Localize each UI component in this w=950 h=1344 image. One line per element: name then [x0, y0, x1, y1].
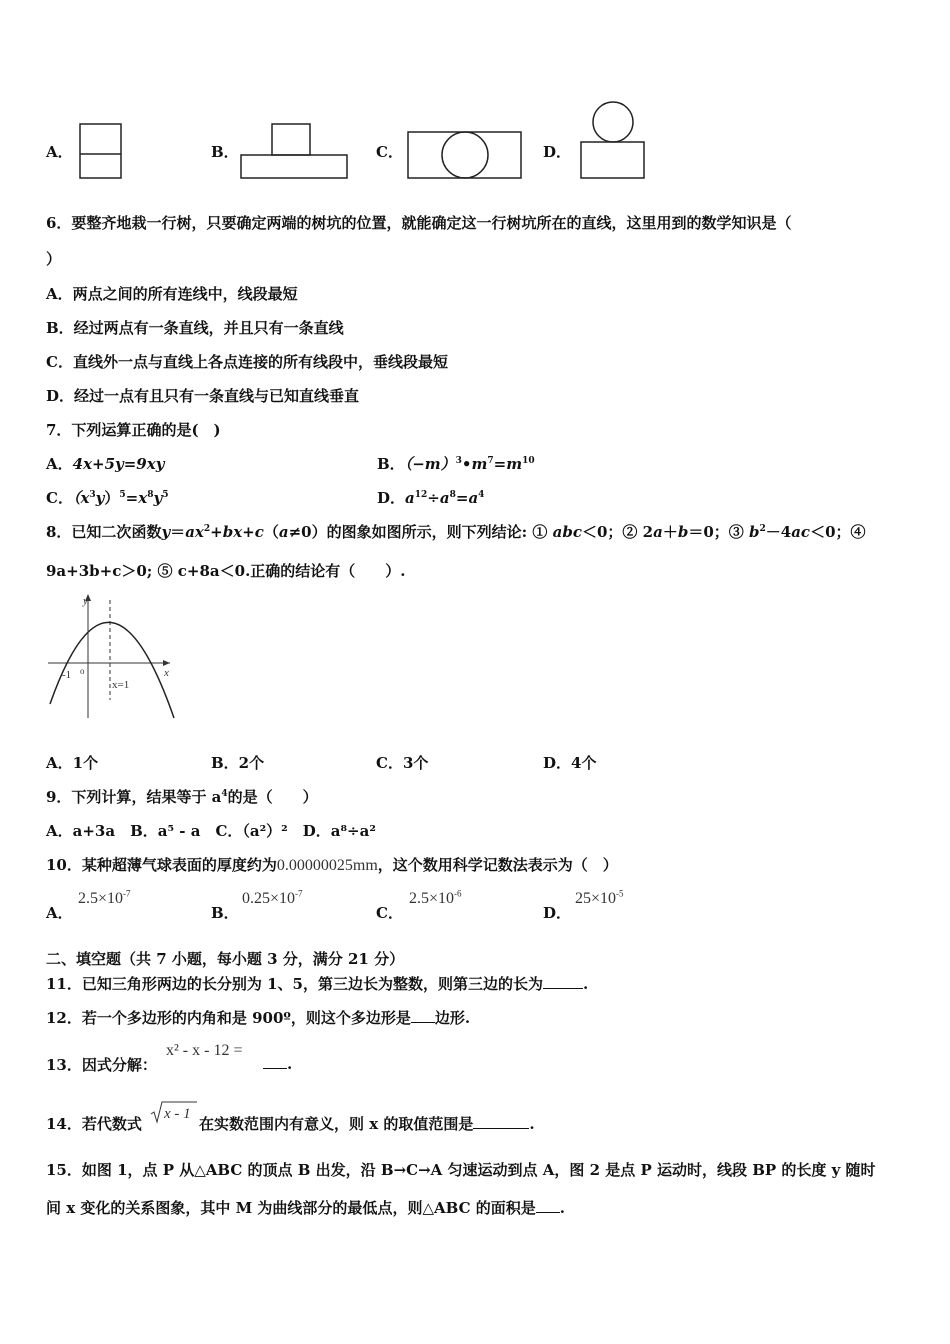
q5-figure-b [239, 122, 351, 180]
q7-stem: 7．下列运算正确的是( ) [46, 421, 221, 439]
q10-value: 0.00000025mm [276, 857, 378, 874]
q11: 11．已知三角形两边的长分别为 1、5，第三边长为整数，则第三边的长为 . [46, 975, 589, 993]
q5-figure-d [577, 100, 647, 182]
q7-option-d: D．$a^{12}\div a^8=a^4$ [377, 489, 485, 507]
q15-answer-blank[interactable] [536, 1198, 560, 1213]
q5-option-b-label: B． [211, 143, 239, 161]
q5-figure-c [405, 130, 525, 180]
q9-stem: 9．下列计算，结果等于 $a^4$的是（ ） [46, 788, 318, 806]
q8-parabola-graph [46, 590, 186, 722]
q10-option-b-value: $0.25\times 10^{-7}$ [242, 888, 303, 907]
q14-radical [150, 1100, 198, 1126]
q13-answer: . [263, 1054, 292, 1073]
q8-graph-x-label: x [164, 667, 169, 679]
q5-figure-a [78, 122, 124, 180]
q9-options: A．a+3a B．a⁵ - a C．（a²）² D．a⁸÷a² [46, 822, 376, 840]
q10-option-a-label: A． [46, 904, 73, 922]
q8-stem-line2: 9a+3b+c＞0; ⑤ c+8a＜0.正确的结论有（ ）. [46, 562, 406, 580]
q15-line2: 间 x 变化的关系图象，其中 M 为曲线部分的最低点，则△ABC 的面积是 . [46, 1199, 565, 1217]
q6-stem: 6．要整齐地栽一行树，只要确定两端的树坑的位置，就能确定这一行树坑所在的直线，这里用到的数学知识是（ [46, 214, 792, 232]
q14-suffix: 在实数范围内有意义，则 x 的取值范围是 . [199, 1115, 535, 1133]
q5-option-d-label: D． [543, 143, 572, 161]
q13-answer-blank[interactable] [263, 1054, 287, 1069]
q8-option-c: C．3个 [376, 754, 429, 772]
q14-answer-blank[interactable] [473, 1114, 529, 1129]
q6-option-d: D．经过一点有且只有一条直线与已知直线垂直 [46, 387, 360, 405]
q8-graph-y-label: y [83, 595, 88, 607]
q10-option-c-value: $2.5\times 10^{-6}$ [409, 888, 462, 907]
q8-graph-minus-one: -1 [62, 669, 72, 681]
q13: 13．因式分解： [46, 1056, 157, 1074]
q6-option-b: B．经过两点有一条直线，并且只有一条直线 [46, 319, 344, 337]
q8-graph-axis-label: x=1 [112, 679, 130, 691]
q14-radicand: x - 1 [164, 1106, 191, 1122]
q8-option-d: D．4个 [543, 754, 597, 772]
q8-option-a: A．1个 [46, 754, 99, 772]
q7-option-a: A．4x+5y=9xy [46, 455, 165, 473]
q12: 12．若一个多边形的内角和是 900º，则这个多边形是 边形. [46, 1009, 471, 1027]
q12-answer-blank[interactable] [411, 1008, 435, 1023]
q10-option-b-label: B． [211, 904, 239, 922]
q11-answer-blank[interactable] [543, 974, 583, 989]
q8-graph-origin: o [80, 666, 85, 676]
q13-expression: x² - x - 12 = [166, 1042, 243, 1059]
q6-option-c: C．直线外一点与直线上各点连接的所有线段中，垂线段最短 [46, 353, 448, 371]
q10-option-c-label: C． [376, 904, 403, 922]
q5-option-c-label: C． [376, 143, 403, 161]
q7-option-b: B．$(-m)^3•m^7=m^{10}$ [377, 455, 535, 473]
q10-option-d-label: D． [543, 904, 572, 922]
q8-stem-line1: 8．已知二次函数$y=ax^2+bx+c(a\ne 0)$的图象如图所示，则下列结论: ① abc＜0；② 2a＋b＝0；③ $b^2-4ac<0$；④ [46, 523, 866, 541]
q8-option-b: B．2个 [211, 754, 265, 772]
section2-title: 二、填空题（共 7 小题，每小题 3 分，满分 21 分） [46, 950, 405, 968]
q5-option-a-label: A． [46, 143, 73, 161]
q10-option-a-value: $2.5\times 10^{-7}$ [78, 888, 131, 907]
q6-option-a: A．两点之间的所有连线中，线段最短 [46, 285, 298, 303]
q7-option-c: C．$(x^3y)^5=x^8y^5$ [46, 489, 169, 507]
q15-line1: 15．如图 1，点 P 从△ABC 的顶点 B 出发，沿 B→C→A 匀速运动到点 A，图 2 是点 P 运动时，线段 BP 的长度 y 随时 [46, 1161, 876, 1179]
q10-option-d-value: $25\times 10^{-5}$ [575, 888, 624, 907]
q6-stem-end: ） [46, 250, 62, 268]
q10-stem: 10．某种超薄气球表面的厚度约为0.00000025mm，这个数用科学记数法表示为（ ） [46, 856, 618, 874]
q14-prefix: 14．若代数式 [46, 1115, 142, 1133]
